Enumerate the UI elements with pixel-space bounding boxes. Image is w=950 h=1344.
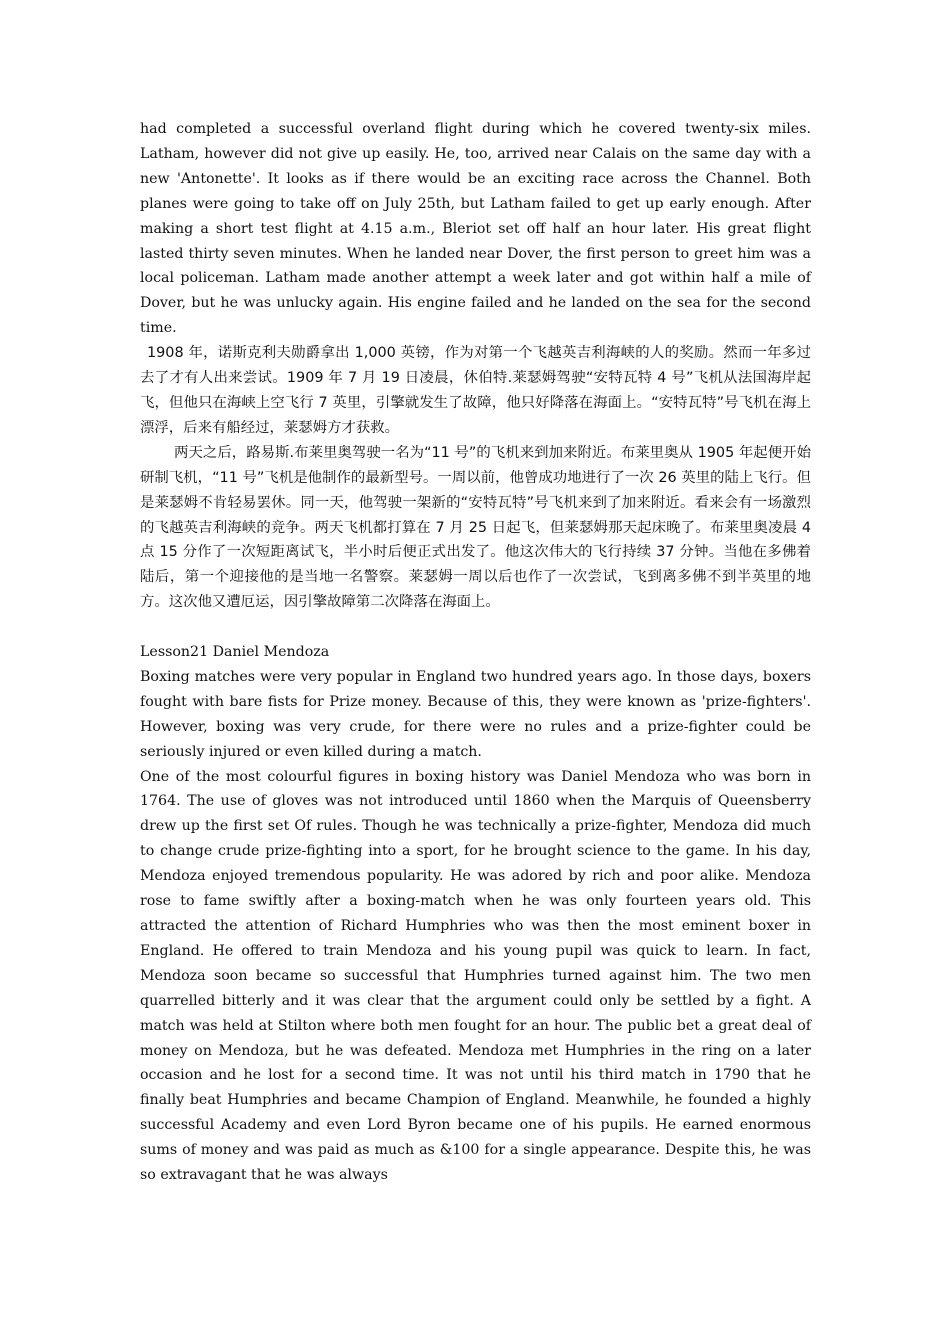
paragraph-bleriot-flight-english: had completed a successful overland flight during which he covered twenty-six miles. Latham, however did not give up easily. He, too, arrived near Calais on the same day with a new 'Antonette'. It looks as if there would be an exciting race across the Channel. Both planes were going to take off on July 25th, but Latham failed to get up early enough. After making a short test flight at 4.15 a.m., Bleriot set off half an hour later. His great flight lasted thirty seven minutes. When he landed near Dover, the first person to greet him was a local policeman. Latham made another attempt a week later and got within half a mile of Dover, but he was unlucky again. His engine failed and he landed on the sea for the second time. (140, 121, 811, 337)
paragraph-latham-attempt-chinese: 1908 年，诺斯克利夫勋爵拿出 1,000 英镑，作为对第一个飞越英吉利海峡的人的奖励。然而一年多过去了才有人出来尝试。1909 年 7 月 19 日凌晨，休伯特.莱瑟姆驾驶“安特瓦特 4 号”飞机从法国海岸起飞，但他只在海峡上空飞行 7 英里，引擎就发生了故障，他只好降落在海面上。“安特瓦特”号飞机在海上漂浮，后来有船经过，莱瑟姆方才获救。 (140, 345, 811, 436)
paragraph-daniel-mendoza: One of the most colourful figures in boxing history was Daniel Mendoza who was born in 1764. The use of gloves was not introduced until 1860 when the Marquis of Queensberry drew up the first set Of rules. Though he was technically a prize-fighter, Mendoza did much to change crude prize-fighting into a sport, for he brought science to the game. In his day, Mendoza enjoyed tremendous popularity. He was adored by rich and poor alike. Mendoza rose to fame swiftly after a boxing-match when he was only fourteen years old. This attracted the attention of Richard Humphries who was then the most eminent boxer in England. He offered to train Mendoza and his young pupil was quick to learn. In fact, Mendoza soon became so successful that Humphries turned against him. The two men quarrelled bitterly and it was clear that the argument could only be settled by a fight. A match was held at Stilton where both men fought for an hour. The public bet a great deal of money on Mendoza, but he was defeated. Mendoza met Humphries in the ring on a later occasion and he lost for a second time. It was not until his third match in 1790 that he finally beat Humphries and became Champion of England. Meanwhile, he founded a highly successful Academy and even Lord Byron became one of his pupils. He earned enormous sums of money and was paid as much as &100 for a single appearance. Despite this, he was so extravagant that he was always (140, 768, 811, 1184)
document-body (140, 117, 811, 1188)
paragraph-boxing-history: Boxing matches were very popular in England two hundred years ago. In those days, boxers fought with bare fists for Prize money. Because of this, they were known as 'prize-fighters'. However, boxing was very crude, for there were no rules and a prize-fighter could be seriously injured or even killed during a match. (140, 668, 811, 760)
paragraph-bleriot-flight-chinese: 两天之后，路易斯.布莱里奥驾驶一名为“11 号”的飞机来到加来附近。布莱里奥从 1905 年起便开始研制飞机，“11 号”飞机是他制作的最新型号。一周以前，他曾成功地进行了一次 26 英里的陆上飞行。但是莱瑟姆不肯轻易罢休。同一天，他驾驶一架新的“安特瓦特”号飞机来到了加来附近。看来会有一场激烈的飞越英吉利海峡的竞争。两天飞机都打算在 7 月 25 日起飞，但莱瑟姆那天起床晚了。布莱里奥凌晨 4 点 15 分作了一次短距离试飞，半小时后便正式出发了。他这次伟大的飞行持续 37 分钟。当他在多佛着陆后，第一个迎接他的是当地一名警察。莱瑟姆一周以后也作了一次尝试，飞到离多佛不到半英里的地方。这次他又遭厄运，因引擎故障第二次降落在海面上。 (140, 444, 811, 611)
lesson-heading: Lesson21 Daniel Mendoza (140, 644, 330, 661)
blank-line (140, 615, 811, 640)
